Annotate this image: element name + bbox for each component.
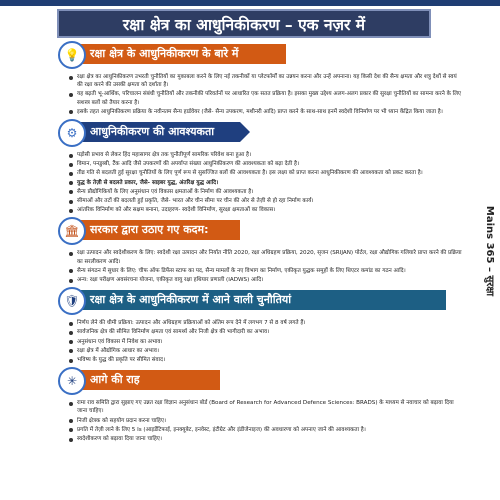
list-item: युद्ध के तेज़ी से बदलते प्रकार, जैसे- साइबर युद्ध, अंतरिक्ष युद्ध आदि। [68,179,462,187]
list-item: आंतरिक विनिर्माण को और सक्षम बनाना, उदाहरण- स्वदेशी विनिर्माण, सुरक्षा क्षमताओं का विकास। [68,206,462,214]
shield-icon: 🛡 [58,287,86,315]
building-icon: 🏛 [58,217,86,245]
list-item: स्वदेशीकरण को बढ़ावा दिया जाना चाहिए। [68,435,462,443]
section-way-forward [58,370,462,443]
top-strip [0,0,500,6]
section-government-steps [58,220,462,284]
bullet-list [58,319,462,364]
list-item: रक्षा क्षेत्र में औद्योगिक आधार का अभाव। [68,347,462,355]
gear-icon: ⚙ [58,119,86,147]
list-item: यह बढ़ती भू-आर्थिक, परिचालन संबंधी चुनौतियों और तकनीकी परिवर्तनों पर आधारित एक सतत प्रक्रिया है। इसका मुख्य उद्देश्य अलग-अलग प्रकार की सुरक्षा चुनौतियों का सामना करने के लिए सशस्त्र बलों को तैयार करना है। [68,90,462,106]
section-heading: आधुनिकीकरण की आवश्यकता [72,122,240,142]
side-label: Mains 365 – सुरक्षा [484,205,495,297]
list-item: रक्षा उत्पादन और स्वदेशीकरण के लिए: स्वदेशी रक्षा उत्पादन और निर्यात नीति 2020, रक्षा अधिग्रहण प्रक्रिया, 2020, सृजन (SRIJAN) पोर्टल, रक्षा औद्योगिक गलियारे प्राप्त करने की प्रक्रिया का सरलीकरण आदि। [68,249,462,265]
section-heading: रक्षा क्षेत्र के आधुनिकीकरण में आने वाली चुनौतियां [72,290,446,310]
list-item: तीव्र गति से बदलती हुई सुरक्षा चुनौतियों के लिए पूर्ण रूप से सुसज्जित बलों की आवश्यकता है। इस लक्ष्य को प्राप्त करना आधुनिकीकरण की आवश्यकता को प्रकट करता है। [68,169,462,177]
list-item: सीमाओं और तटों की बदलती हुई प्रकृति, जैसे- भारत और चीन सीमा पर चीन की ओर से तेज़ी से हो रहा निर्माण कार्य। [68,197,462,205]
lightbulb-icon: 💡 [58,41,86,69]
section-header [58,44,462,70]
list-item: अन्य: रक्षा परीक्षण अवसंरचना योजना, एकीकृत वायु रक्षा हथियार प्रणाली (IADWS) आदि। [68,276,462,284]
content-area [58,44,462,444]
bullet-list [58,73,462,116]
list-item: अनुसंधान एवं विकास में निवेश का अभाव। [68,338,462,346]
section-header [58,370,462,396]
section-header [58,122,462,148]
list-item: विमान, पनडुब्बी, टैंक आदि जैसे उपकरणों की अपर्याप्त संख्या आधुनिकीकरण की आवश्यकता को बढ़ा देती है। [68,160,462,168]
list-item: भविष्य के युद्ध की प्रकृति पर सीमित संवाद। [68,356,462,364]
list-item: रक्षा क्षेत्र का आधुनिकीकरण उभरती चुनौतियों का मुकाबला करने के लिए नई तकनीकों या प्लेटफॉर्मों का उन्नयन करना और उन्हें अपनाना। यह किसी देश की सैन्य क्षमता और शत्रु देशों से स्वयं की रक्षा करने की उसकी क्षमता को दर्शाता है। [68,73,462,89]
bullet-list [58,399,462,443]
section-about [58,44,462,116]
bullet-list [58,151,462,214]
bullet-list [58,249,462,284]
list-item: रामा राव समिति द्वारा सुझाए गए उन्नत रक्षा विज्ञान अनुसंधान बोर्ड (Board of Research for Advanced Defence Sciences: BRADS) के माध्यम से नवाचार को बढ़ावा दिया जाना चाहिए। [68,399,462,415]
section-heading: आगे की राह [72,370,220,390]
list-item: पड़ोसी प्रभाव से लेकर हिंद महासागर क्षेत्र तक चुनौतीपूर्ण सामरिक परिवेश बना हुआ है। [68,151,462,159]
network-icon: ✳ [58,367,86,395]
page-title: रक्षा क्षेत्र का आधुनिकीकरण – एक नज़र में [57,9,431,38]
list-item: निजी क्षेत्रक को सहयोग प्रदान करना चाहिए। [68,417,462,425]
section-header [58,220,462,246]
section-header [58,290,462,316]
list-item: प्रगति में तेज़ी लाने के लिए 5 Is (आइडेंटिफाई, इनक्यूबेट, इनवेस्ट, इंटीग्रेट और इंडीजेनाइज) की अवधारणा को अपनाए जाने की आवश्यकता है। [68,426,462,434]
list-item: सैन्य प्रौद्योगिकियों के लिए अनुसंधान एवं विकास क्षमताओं के निर्माण की आवश्यकता है। [68,188,462,196]
section-heading: रक्षा क्षेत्र के आधुनिकीकरण के बारे में [72,44,286,64]
side-label-container [482,182,496,332]
list-item: निर्णय लेने की धीमी प्रक्रिया: उत्पादन और अधिग्रहण प्रक्रियाओं को अंतिम रूप देने में लगभग 7 से 8 वर्ष लगते हैं। [68,319,462,327]
list-item: इसके तहत आधुनिकीकरण प्रक्रिया के नवीनतम सैन्य हार्डवेयर (जैसे- सैन्य उपकरण, मशीनरी आदि) प्राप्त करने के साथ-साथ इनमें स्वदेशी विनिर्माण पर भी ध्यान केंद्रित किया जाता है। [68,108,462,116]
section-need [58,122,462,214]
section-heading: सरकार द्वारा उठाए गए कदम: [72,220,240,240]
list-item: सैन्य संगठन में सुधार के लिए: चीफ ऑफ डिफेंस स्टाफ का पद, सैन्य मामलों के नए विभाग का निर्माण, एकीकृत युद्धक समूहों के लिए थिएटर कमांड का गठन आदि। [68,267,462,275]
section-challenges [58,290,462,364]
list-item: सार्वजनिक क्षेत्र की सीमित विनिर्माण क्षमता एवं सामर्थ्य और निजी क्षेत्र की भागीदारी का अभाव। [68,328,462,336]
